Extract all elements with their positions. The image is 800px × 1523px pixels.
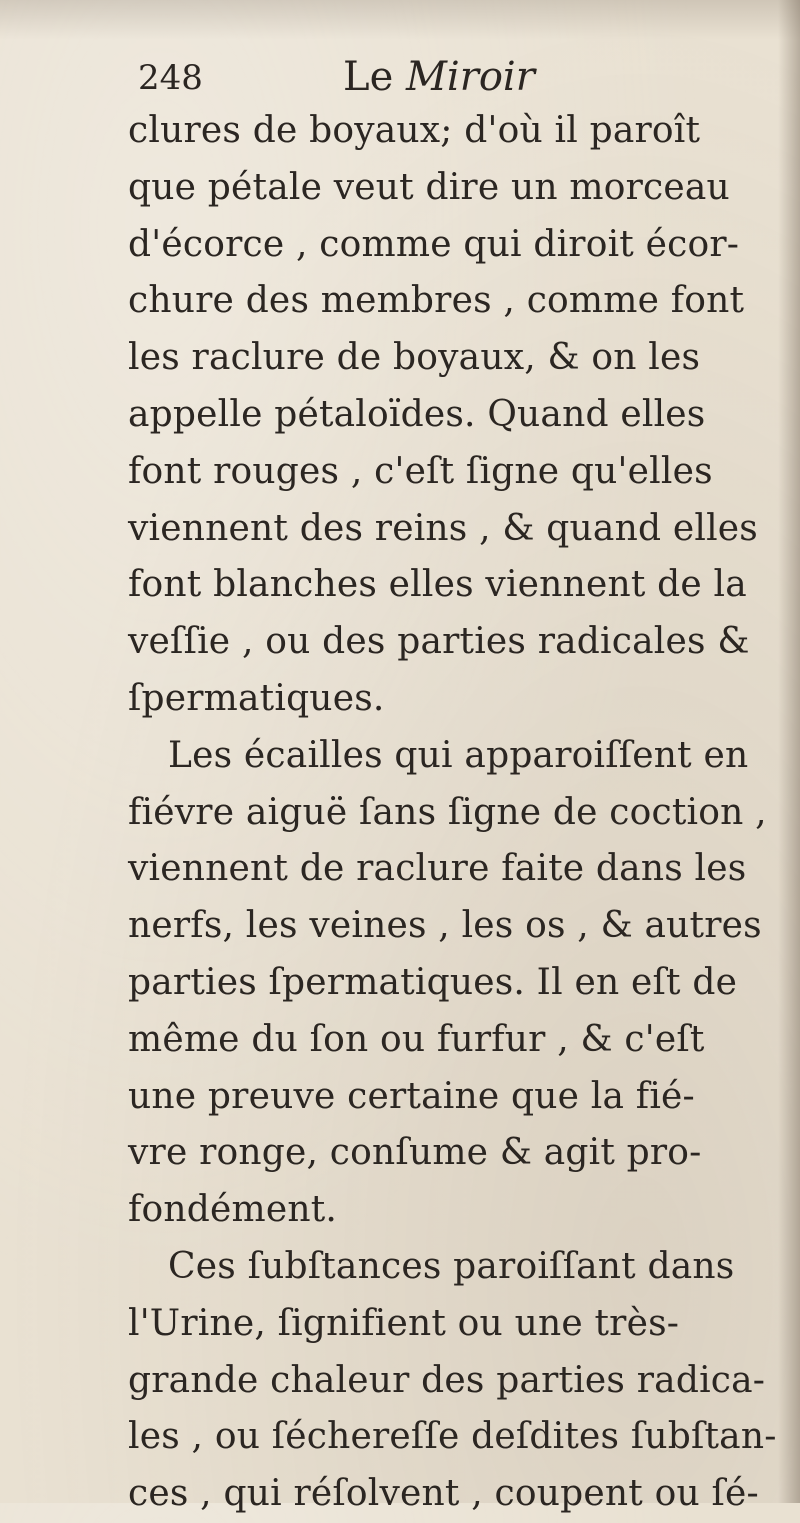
body-text: [128, 103, 788, 1523]
page-header: [138, 54, 698, 104]
text-line: parties ſpermatiques. Il en eſt de: [128, 961, 738, 1003]
text-line: viennent de raclure faite dans les: [128, 848, 747, 890]
text-line: veſſie , ou des parties radicales &: [128, 621, 750, 663]
paragraph-start-line: Ces ſubſtances paroiſſant dans: [168, 1245, 735, 1287]
text-line: nerfs, les veines , les os , & autres: [128, 905, 762, 947]
text-line: les raclure de boyaux, & on les: [128, 337, 701, 379]
text-line: fondément.: [128, 1189, 338, 1231]
page-edge-shadow: [778, 0, 800, 1503]
text-line: viennent des reins , & quand elles: [128, 507, 758, 549]
paragraph-start-line: Les écailles qui apparoiſſent en: [168, 734, 749, 776]
text-line: d'écorce , comme qui diroit écor-: [128, 223, 740, 265]
running-head: [343, 54, 535, 100]
text-line: fiévre aiguë ſans ſigne de coction ,: [128, 791, 767, 833]
text-line: même du ſon ou furfur , & c'eſt: [128, 1018, 705, 1060]
text-line: vre ronge, conſume & agit pro-: [128, 1132, 702, 1174]
text-line: une preuve certaine que la fié-: [128, 1075, 695, 1117]
text-line: clures de boyaux; d'où il paroît: [128, 110, 701, 151]
text-line: l'Urine, ſignifient ou une très-: [128, 1302, 680, 1344]
text-line: grande chaleur des parties radica-: [128, 1359, 766, 1401]
page-top-shadow: [0, 0, 800, 40]
text-line: font blanches elles viennent de la: [128, 564, 747, 606]
text-line: appelle pétaloïdes. Quand elles: [128, 393, 706, 435]
running-head-title: Miroir: [405, 54, 535, 100]
text-line: que pétale veut dire un morceau: [128, 166, 730, 208]
text-line: font rouges , c'eſt ſigne qu'elles: [128, 450, 713, 492]
text-line: ſpermatiques.: [128, 677, 385, 719]
page-number: 248: [138, 58, 203, 98]
text-line: les , ou ſéchereſſe deſdites ſubſtan-: [128, 1416, 777, 1458]
text-line: ces , qui réſolvent , coupent ou ſé-: [128, 1473, 759, 1515]
running-head-prefix: Le: [343, 54, 394, 100]
text-line: chure des membres , comme font: [128, 280, 745, 322]
